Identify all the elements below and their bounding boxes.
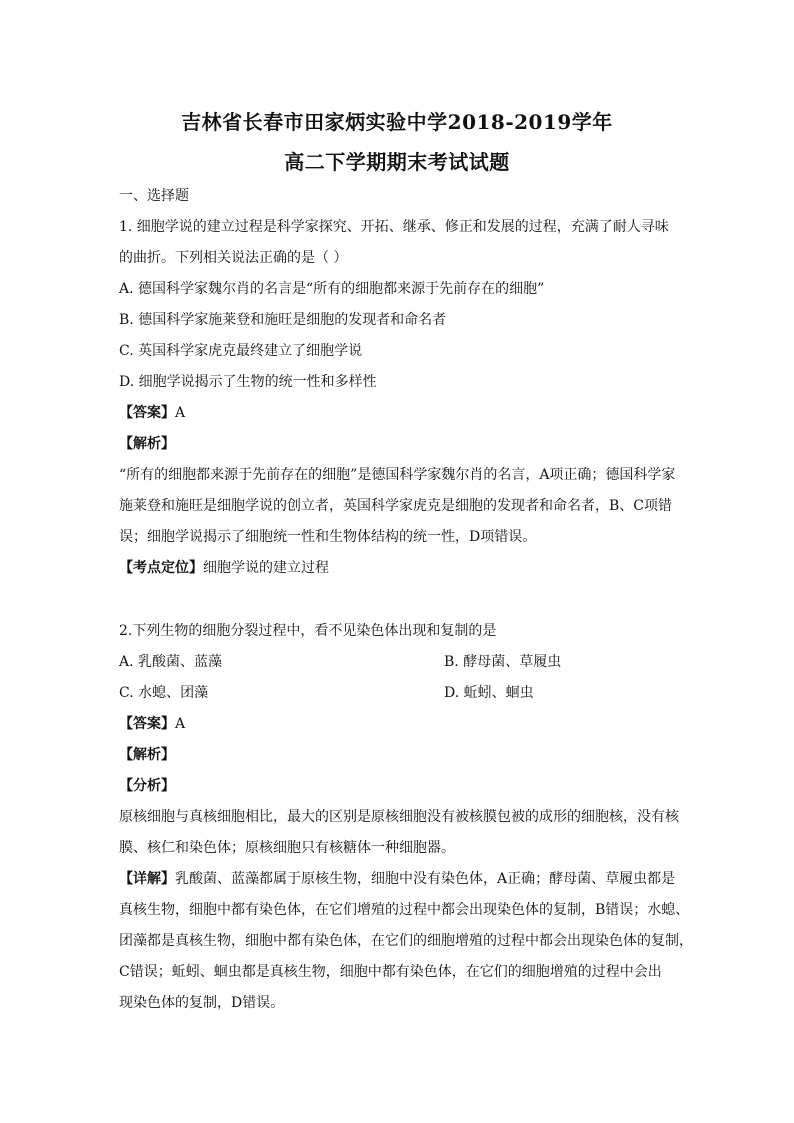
q2-detail-line-3: 团藻都是真核生物，细胞中都有染色体，在它们的细胞增殖的过程中都会出现染色体的复制， bbox=[119, 933, 693, 949]
q1-stem-line-2: 的曲折。下列相关说法正确的是（ ） bbox=[119, 250, 348, 266]
q2-stem: 2.下列生物的细胞分裂过程中，看不见染色体出现和复制的是 bbox=[119, 623, 497, 639]
q1-stem-line-1: 1. 细胞学说的建立过程是科学家探究、开拓、继承、修正和发展的过程，充满了耐人寻味 bbox=[119, 219, 669, 235]
q2-analysis-tag: 【解析】 bbox=[119, 747, 175, 763]
q2-answer-value: A bbox=[175, 716, 186, 732]
q1-answer-tag: 【答案】 bbox=[119, 405, 175, 421]
q1-analysis-line-2: 施莱登和施旺是细胞学说的创立者，英国科学家虎克是细胞的发现者和命名者，B、C项错 bbox=[119, 498, 672, 514]
q1-answer-value: A bbox=[175, 405, 186, 421]
q1-analysis-line-3: 误；细胞学说揭示了细胞统一性和生物体结构的统一性，D项错误。 bbox=[119, 529, 537, 545]
q1-analysis-line-1: “所有的细胞都来源于先前存在的细胞”是德国科学家魏尔肖的名言，A项正确；德国科学家 bbox=[119, 467, 676, 483]
q1-option-c: C. 英国科学家虎克最终建立了细胞学说 bbox=[119, 343, 363, 359]
q2-option-a: A. 乳酸菌、蓝藻 bbox=[119, 654, 223, 670]
q2-detail-line-5: 现染色体的复制，D错误。 bbox=[119, 995, 285, 1011]
document-title-line-1: 吉林省长春市田家炳实验中学2018-2019学年 bbox=[181, 110, 613, 134]
q2-answer bbox=[119, 714, 679, 734]
q2-detail-line-1: 【详解】乳酸菌、蓝藻都属于原核生物，细胞中没有染色体，A正确；酵母菌、草履虫都是 bbox=[119, 871, 676, 887]
q1-knowledge-point bbox=[119, 558, 679, 578]
q2-answer-tag: 【答案】 bbox=[119, 716, 175, 732]
q1-option-a: A. 德国科学家魏尔肖的名言是“所有的细胞都来源于先前存在的细胞” bbox=[119, 281, 545, 297]
q2-option-c: C. 水螅、团藻 bbox=[119, 685, 209, 701]
q2-detail-line-2: 真核生物，细胞中都有染色体，在它们增殖的过程中都会出现染色体的复制，B错误；水螅、 bbox=[119, 902, 690, 918]
q2-option-b: B. 酵母菌、草履虫 bbox=[444, 654, 562, 670]
q1-answer bbox=[119, 403, 679, 423]
q2-detail-tag: 【详解】 bbox=[119, 871, 175, 887]
q2-fenxi-line-1: 原核细胞与真核细胞相比，最大的区别是原核细胞没有被核膜包被的成形的细胞核，没有核 bbox=[119, 809, 679, 825]
q2-fenxi-tag: 【分析】 bbox=[119, 778, 175, 794]
q2-detail-line-4: C错误；蚯蚓、蛔虫都是真核生物，细胞中都有染色体，在它们的细胞增殖的过程中会出 bbox=[119, 964, 662, 980]
section-heading: 一、选择题 bbox=[119, 188, 189, 204]
q2-option-d: D. 蚯蚓、蛔虫 bbox=[444, 685, 534, 701]
q1-analysis-tag: 【解析】 bbox=[119, 436, 175, 452]
q1-option-b: B. 德国科学家施莱登和施旺是细胞的发现者和命名者 bbox=[119, 312, 447, 328]
q2-fenxi-line-2: 膜、核仁和染色体；原核细胞只有核糖体一种细胞器。 bbox=[119, 840, 455, 856]
q1-point-value: 细胞学说的建立过程 bbox=[203, 560, 329, 576]
document-title-line-2: 高二下学期期末考试试题 bbox=[284, 150, 510, 174]
q1-point-tag: 【考点定位】 bbox=[119, 560, 203, 576]
q1-option-d: D. 细胞学说揭示了生物的统一性和多样性 bbox=[119, 374, 377, 390]
